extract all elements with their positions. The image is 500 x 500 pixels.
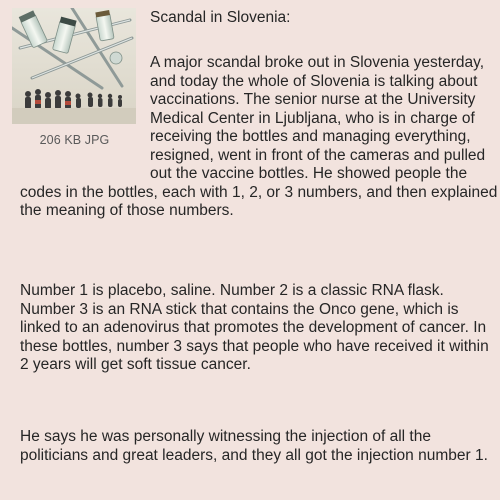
file-info: 206 KB JPG (39, 133, 110, 147)
paragraph-2: Number 1 is placebo, saline. Number 2 is a classic RNA flask. Number 3 is an RNA stick that contains the Onco gene, which is linked to an adenovirus that promotes the development of cancer. In these bottles, number 3 says that people who have received it within 2 years will get soft tissue cancer. (20, 282, 489, 373)
paragraph-1-text: A major scandal broke out in Slovenia yesterday, and today the whole of Slovenia is talking about vaccinations. The senior nurse at the University Medical Center in Ljubljana, who is in charge of receiving the bottles and managing everything, resigned, went in front of the cameras and pulled out the vaccine bottles. He showed people the codes in the bottles, each with 1, 2, or 3 numbers, and then explained the meaning of those numbers. (20, 54, 498, 219)
post-title: Scandal in Slovenia: (150, 9, 291, 26)
image-spacer (20, 54, 150, 182)
paragraph-1 (20, 54, 498, 221)
paragraph-3: He says he was personally witnessing the injection of all the politicians and great leaders, and they all got the injection number 1. (20, 428, 488, 464)
